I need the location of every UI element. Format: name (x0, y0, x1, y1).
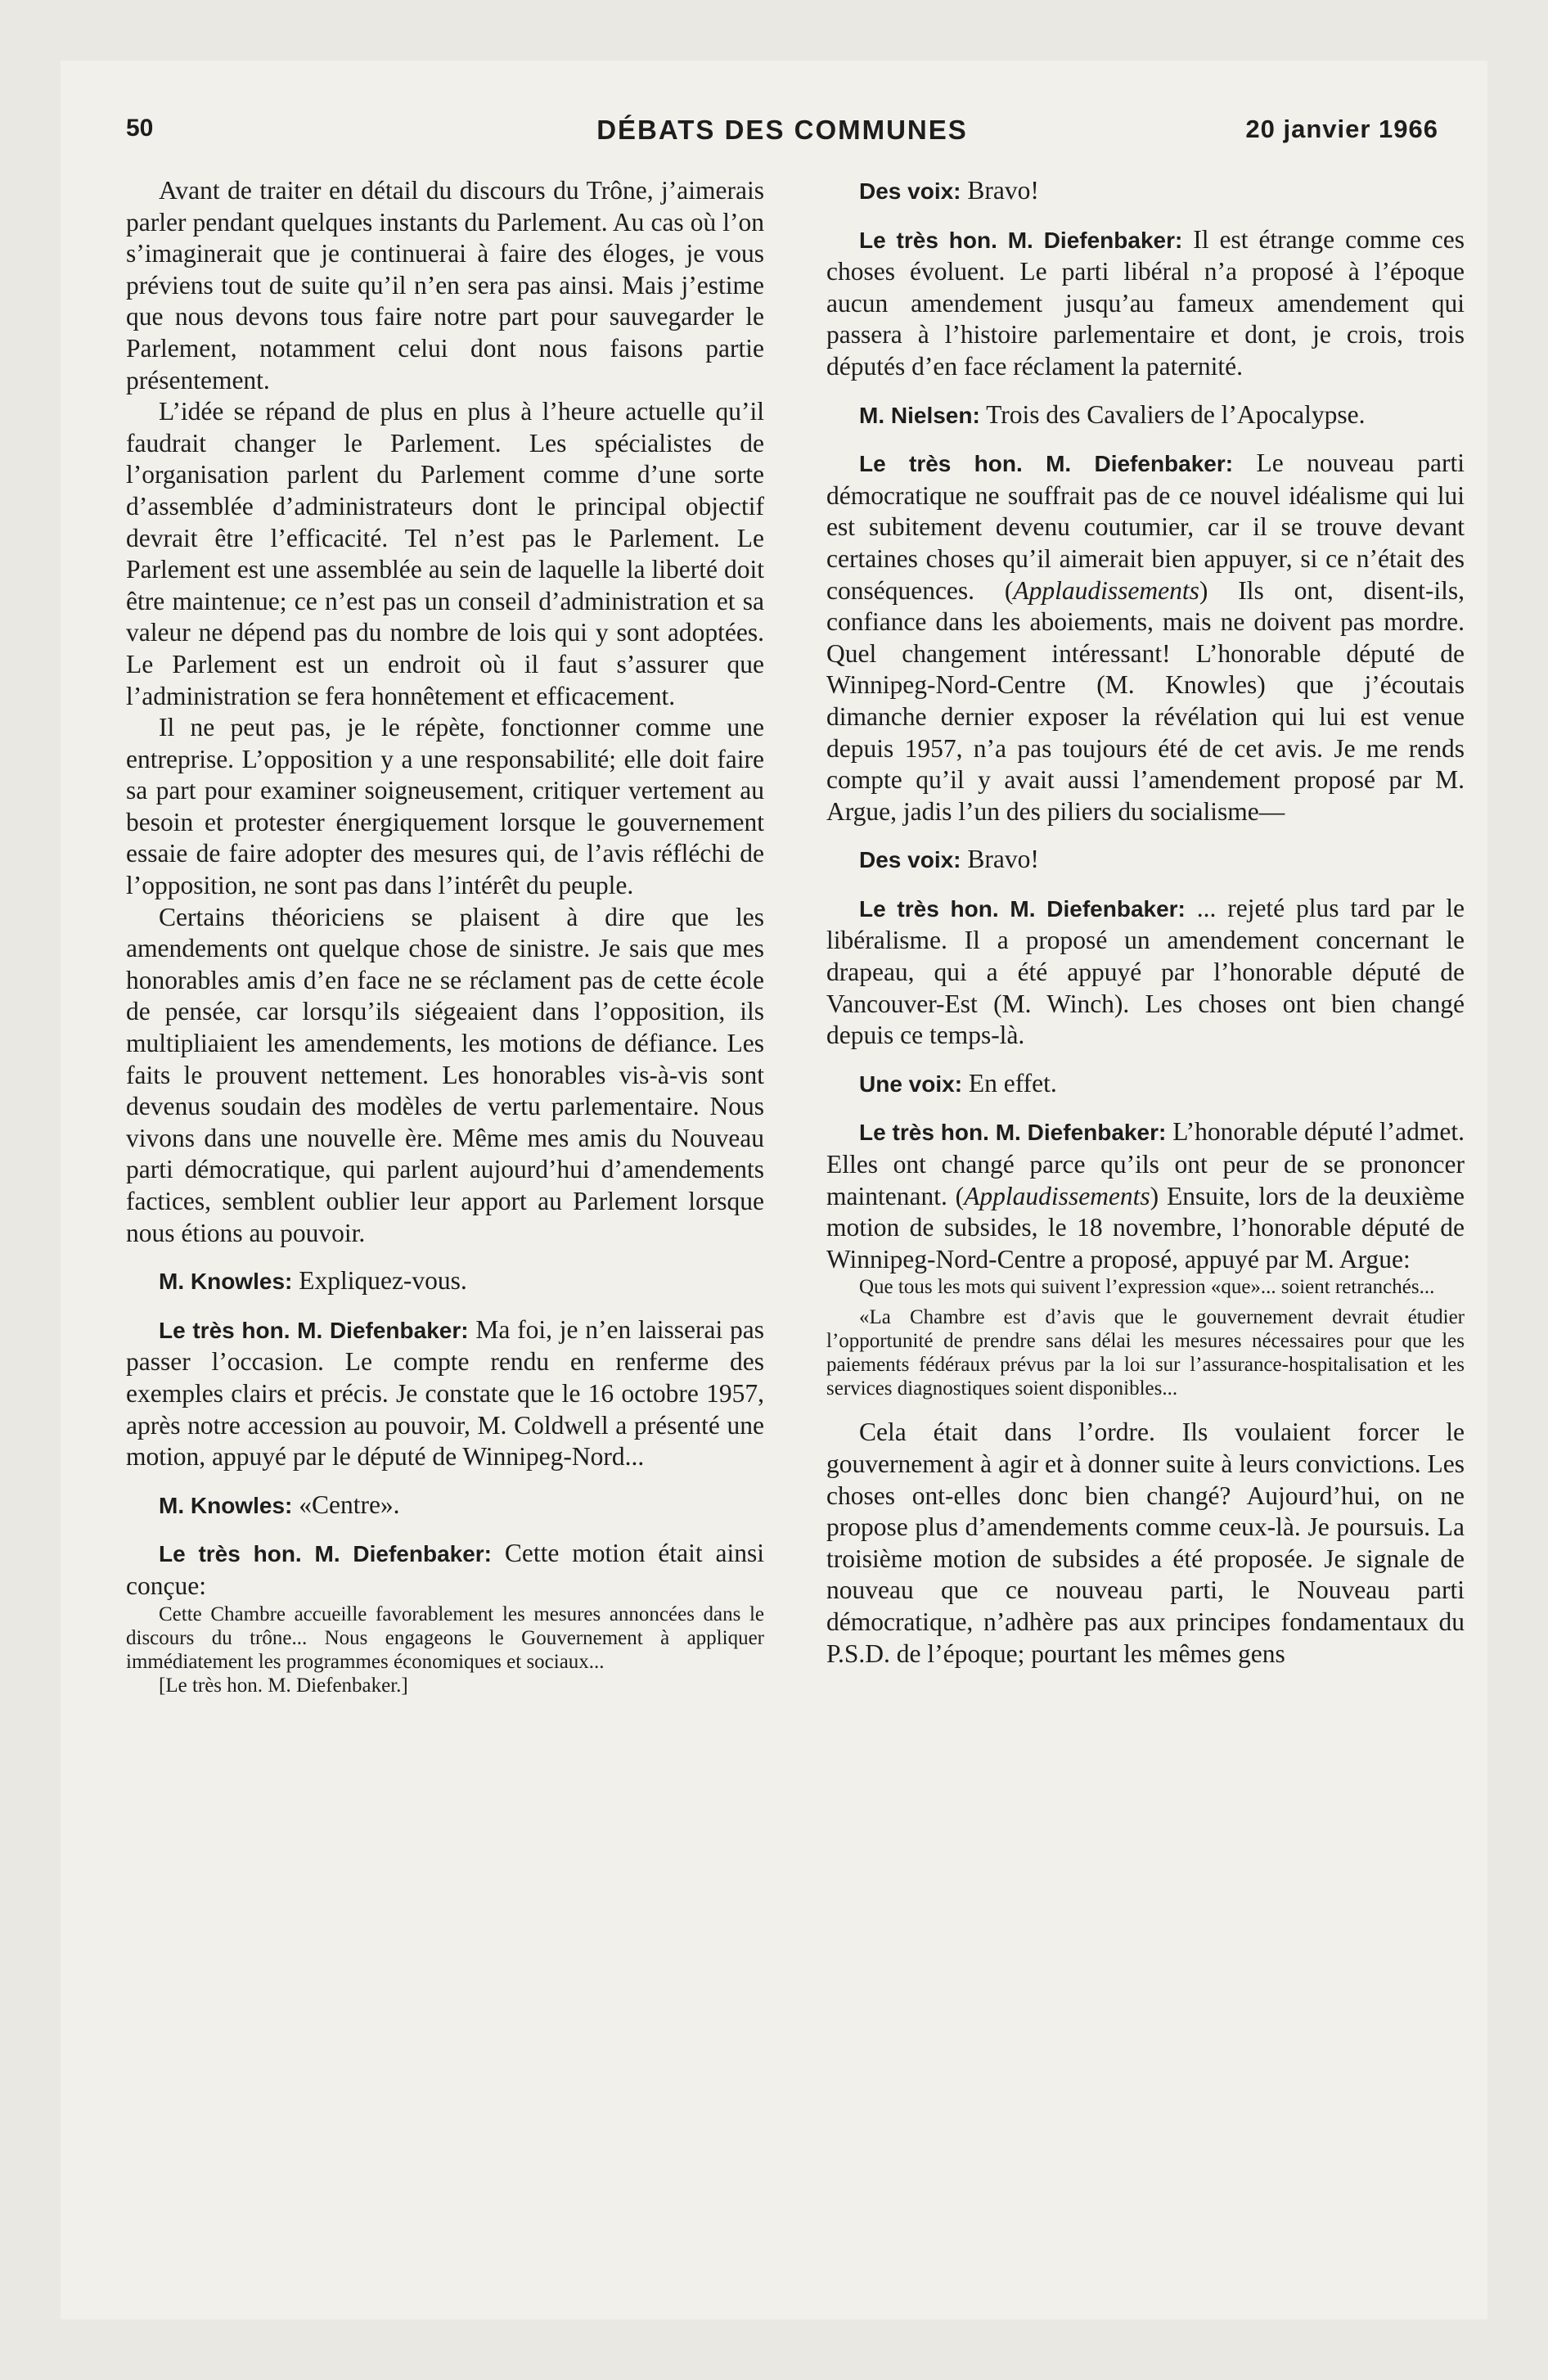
right-column (826, 175, 1465, 1670)
speech-text: «Centre». (292, 1490, 400, 1519)
speech-text: En effet. (962, 1068, 1057, 1098)
page-date: 20 janvier 1966 (1245, 115, 1438, 143)
speech (826, 1116, 1465, 1275)
speech (126, 1538, 764, 1602)
speaker-name: Le très hon. M. Diefenbaker: (159, 1541, 493, 1567)
block-quote: Que tous les mots qui suivent l’expression «que»... soient retranchés... (859, 1276, 1435, 1299)
speaker-name: M. Knowles: (159, 1269, 293, 1295)
speech (826, 175, 1465, 208)
paragraph: L’idée se répand de plus en plus à l’heure actuelle qu’il faudrait changer le Parlement. Les spécialistes de l’organisation parlent du Parlement comme d’une sorte d’assemblée d’administrateurs dont le principal objectif devrait être l’efficacité. Tel n’est pas le Parlement. Le Parlement est une assemblée au sein de laquelle la liberté doit être maintenue; ce n’est pas un conseil d’administration et sa valeur ne dépend pas du nombre de lois qui y sont adoptées. Le Parlement est un endroit où il faut s’assurer que l’administration se fera honnêtement et efficacement. (126, 397, 764, 710)
page-title: DÉBATS DES COMMUNES (596, 115, 968, 145)
speaker-name: Le très hon. M. Diefenbaker: (159, 1317, 469, 1343)
speech-text: Trois des Cavaliers de l’Apocalypse. (979, 399, 1366, 429)
speaker-name: Le très hon. M. Diefenbaker: (859, 895, 1186, 922)
left-column (126, 175, 764, 1698)
block-quote: Cette Chambre accueille favorablement les mesures annoncées dans le discours du trône... Nous engageons le Gouvernement à appliquer immédiatement les programmes économiques et sociaux... (126, 1602, 764, 1673)
paragraph: Certains théoriciens se plaisent à dire que les amendements ont quelque chose de sinistre. Je sais que mes honorables amis d’en face ne se réclament pas de cette école de pensée, car lorsqu’ils siégeaient dans l’opposition, ils multipliaient les amendements, les motions de défiance. Les faits le prouvent nettement. Les honorables vis-à-vis sont devenus soudain des modèles de vertu parlementaire. Nous vivons dans une nouvelle ère. Même mes amis du Nouveau parti démocratique, qui parlent aujourd’hui d’amendements factices, semblent oublier leur apport au Parlement lorsque nous étions au pouvoir. (126, 902, 764, 1247)
speech-text: L’honorable député l’admet. Elles ont changé parce qu’ils ont peur de se prononcer maintenant. ( (826, 1117, 1465, 1210)
speech-text: Cette motion était ainsi conçue: (126, 1539, 764, 1600)
speech (126, 1490, 764, 1522)
speaker-name: Le très hon. M. Diefenbaker: (859, 451, 1234, 477)
speaker-continuation-note: [Le très hon. M. Diefenbaker.] (159, 1674, 408, 1697)
speech (826, 448, 1465, 827)
speaker-name: Des voix: (859, 847, 961, 873)
speech-text: Bravo! (961, 176, 1039, 205)
speech-text: Bravo! (961, 845, 1039, 874)
speech-text: ... rejeté plus tard par le libéralisme. Il a proposé un amendement concernant le drapeau, qui a été appuyé par l’honorable député de Vancouver-Est (M. Winch). Les choses ont bien changé depuis ce temps-là. (826, 893, 1465, 1050)
speech-text: Il est étrange comme ces choses évoluent. Le parti libéral n’a proposé à l’époque aucun amendement jusqu’au fameux amendement qui passera à l’histoire parlementaire et dont, je crois, trois députés d’en face réclament la paternité. (826, 224, 1465, 381)
paragraph: Avant de traiter en détail du discours du Trône, j’aimerais parler pendant quelques instants du Parlement. Au cas où l’on s’imaginerait que je continuerai à faire des éloges, je vous préviens tout de suite qu’il n’en sera pas ainsi. Mais j’estime que nous devons tous faire notre part pour sauvegarder le Parlement, notamment celui dont nous faisons partie présentement. (126, 176, 764, 394)
speech-text: ) Ils ont, disent-ils, confiance dans les aboiements, mais ne doivent pas mordre. Quel changement intéressant! L’honorable député de Winnipeg-Nord-Centre (M. Knowles) que j’écoutais dimanche dernier exposer la révélation qui lui est venue depuis 1957, n’a pas toujours été de cet avis. Je me rends compte qu’il y avait aussi l’amendement proposé par M. Argue, jadis l’un des piliers du socialisme— (826, 575, 1465, 826)
paragraph: Il ne peut pas, je le répète, fonctionner comme une entreprise. L’opposition y a une responsabilité; elle doit faire sa part pour examiner soigneusement, critiquer vertement au besoin et protester énergiquement lorsque le gouvernement essaie de faire adopter des mesures qui, de l’avis réfléchi de l’opposition, ne sont pas dans l’intérêt du peuple. (126, 713, 764, 900)
speech-text: Expliquez-vous. (292, 1266, 467, 1296)
page-number: 50 (126, 115, 154, 142)
speaker-name: Des voix: (859, 178, 961, 204)
speech (826, 893, 1465, 1052)
speech-text: Le nouveau parti démocratique ne souffrait pas de ce nouvel idéalisme qui lui est subitement devenu coutumier, car il se trouve devant certaines choses qu’il aimerait bien appuyer, si ce n’était des conséquences. ( (826, 449, 1465, 605)
speech (126, 1265, 764, 1298)
page-header (126, 106, 1438, 156)
paragraph: Cela était dans l’ordre. Ils voulaient forcer le gouvernement à agir et à donner suite à leurs convictions. Les choses ont-elles donc bien changé? Aujourd’hui, on ne propose plus d’amendements comme ceux-là. Je poursuis. La troisième motion de subsides a été proposée. Je signale de nouveau que ce nouveau parti, le Nouveau parti démocratique, n’adhère pas aux principes fondamentaux du P.S.D. de l’époque; pourtant les mêmes gens (826, 1418, 1465, 1668)
speaker-name: Une voix: (859, 1071, 963, 1097)
speech (826, 399, 1465, 432)
block-quote: «La Chambre est d’avis que le gouvernement devrait étudier l’opportunité de prendre sans délai les mesures nécessaires pour que les paiements fédéraux prévus par la loi sur l’assurance-hospitalisation et les services diagnostiques soient disponibles... (826, 1306, 1465, 1400)
stage-direction: Applaudissements (964, 1181, 1150, 1210)
speech-text: Ma foi, je n’en laisserai pas passer l’occasion. Le compte rendu en renferme des exemples clairs et précis. Je constate que le 16 octobre 1957, après notre accession au pouvoir, M. Coldwell a présenté une motion, appuyé par le député de Winnipeg-Nord... (126, 1314, 764, 1472)
speaker-name: M. Nielsen: (859, 402, 980, 428)
speech (826, 224, 1465, 383)
stage-direction: Applaudissements (1013, 575, 1199, 605)
speaker-name: Le très hon. M. Diefenbaker: (859, 227, 1183, 253)
speaker-name: Le très hon. M. Diefenbaker: (859, 1120, 1167, 1146)
speech (826, 844, 1465, 877)
speech-text: ) Ensuite, lors de la deuxième motion de subsides, le 18 novembre, l’honorable député de Winnipeg-Nord-Centre a proposé, appuyé par M. Argue: (826, 1181, 1465, 1273)
speaker-name: M. Knowles: (159, 1492, 293, 1518)
speech (126, 1314, 764, 1473)
hansard-page (61, 61, 1487, 2319)
speech (826, 1068, 1465, 1101)
